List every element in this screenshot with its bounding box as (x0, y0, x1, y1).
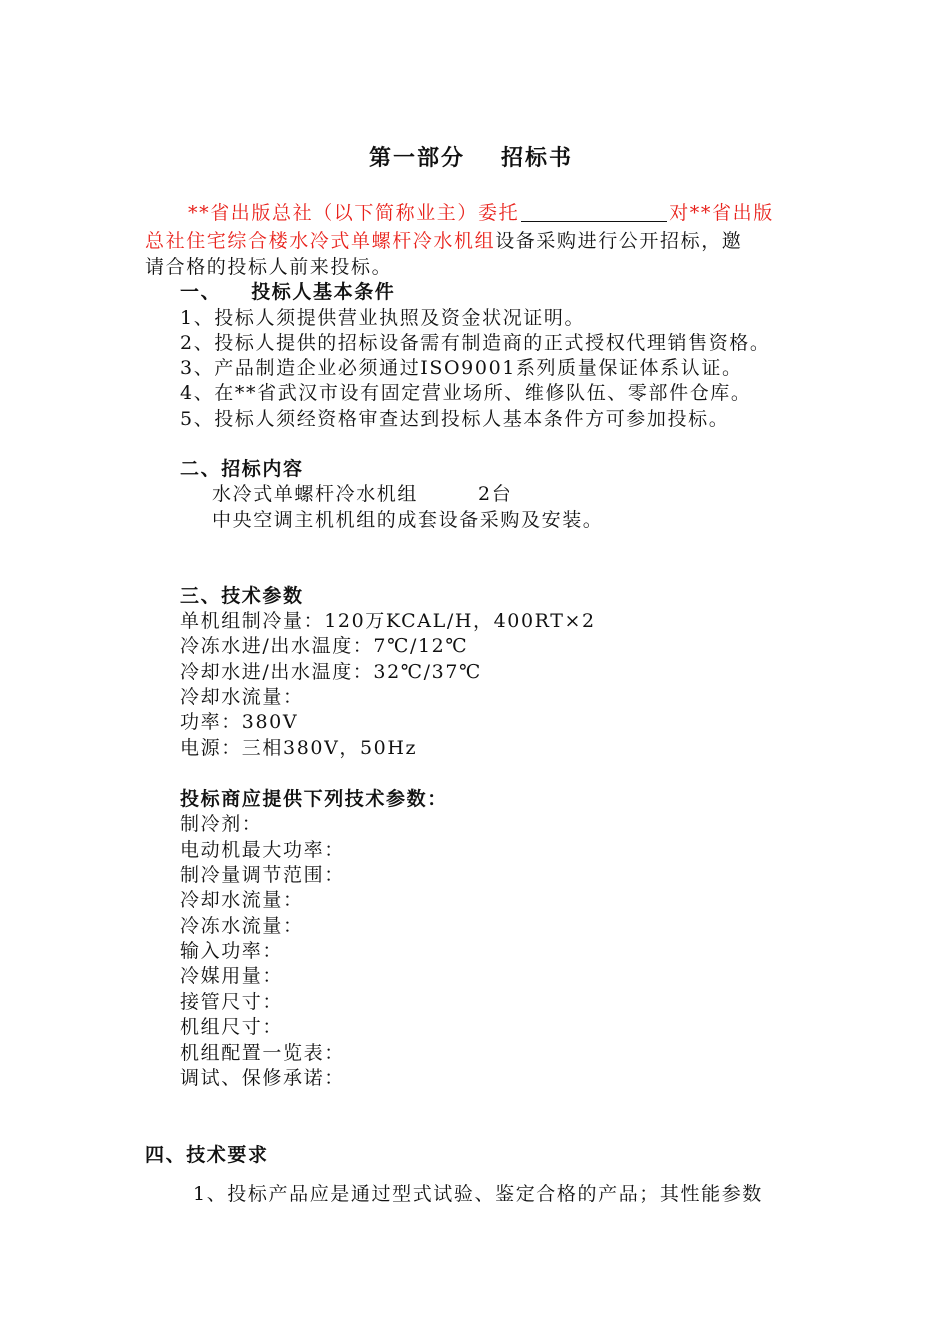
product-name: 水冷式单螺杆冷水机组 (212, 483, 419, 505)
bidder-item-refrigerant-amount: 冷媒用量： (180, 965, 284, 987)
section1-heading (180, 279, 395, 305)
intro-line-2 (145, 228, 742, 254)
section1-item-5: 5、投标人须经资格审查达到投标人基本条件方可参加投标。 (180, 408, 730, 430)
param-cooling-capacity: 单机组制冷量：120万KCAL/H，400RT×2 (180, 610, 596, 632)
bidder-item-refrigerant: 制冷剂： (180, 813, 263, 835)
bidder-item-cooling-flow: 冷却水流量： (180, 889, 304, 911)
section1-item-4: 4、在**省武汉市设有固定营业场所、维修队伍、零部件仓库。 (180, 382, 752, 404)
param-cooling-water-flow: 冷却水流量： (180, 686, 304, 708)
param-supply: 电源：三相380V，50Hz (180, 737, 418, 759)
intro-line-1 (188, 200, 774, 226)
section1-item-1: 1、投标人须提供营业执照及资金状况证明。 (180, 307, 586, 329)
bidder-item-pipe-size: 接管尺寸： (180, 991, 284, 1013)
section4-heading: 四、技术要求 (145, 1144, 269, 1166)
bidder-item-warranty: 调试、保修承诺： (180, 1067, 345, 1089)
section1-title: 投标人基本条件 (251, 281, 396, 303)
bidder-item-capacity-range: 制冷量调节范围： (180, 864, 345, 886)
section2-desc: 中央空调主机机组的成套设备采购及安装。 (212, 509, 604, 531)
section2-product-line (212, 481, 512, 507)
page-title (369, 145, 573, 171)
title-name: 招标书 (501, 145, 574, 171)
section2-heading: 二、招标内容 (180, 458, 304, 480)
client-text-2: 对**省出版 (669, 202, 774, 224)
param-chilled-water-temp: 冷冻水进/出水温度：7℃/12℃ (180, 635, 469, 657)
section3-heading: 三、技术参数 (180, 585, 304, 607)
bidder-item-motor-power: 电动机最大功率： (180, 839, 345, 861)
bidder-params-heading: 投标商应提供下列技术参数： (180, 788, 448, 810)
project-name: 总社住宅综合楼水冷式单螺杆冷水机组 (145, 230, 496, 252)
client-text: **省出版总社（以下简称业主）委托 (188, 202, 520, 224)
bidder-item-input-power: 输入功率： (180, 940, 284, 962)
section4-item-1: 1、投标产品应是通过型式试验、鉴定合格的产品；其性能参数 (193, 1183, 763, 1205)
bidder-item-chilled-flow: 冷冻水流量： (180, 915, 304, 937)
product-quantity: 2台 (478, 483, 513, 505)
bidder-item-config-list: 机组配置一览表： (180, 1042, 345, 1064)
bidder-item-unit-size: 机组尺寸： (180, 1016, 284, 1038)
param-power: 功率：380V (180, 711, 299, 733)
section1-item-2: 2、投标人提供的招标设备需有制造商的正式授权代理销售资格。 (180, 332, 771, 354)
agent-blank (521, 201, 667, 222)
title-part: 第一部分 (369, 145, 466, 171)
intro-text: 设备采购进行公开招标，邀 (495, 230, 743, 252)
section1-item-3: 3、产品制造企业必须通过ISO9001系列质量保证体系认证。 (180, 357, 743, 379)
param-cooling-water-temp: 冷却水进/出水温度：32℃/37℃ (180, 661, 482, 683)
intro-line-3: 请合格的投标人前来投标。 (145, 256, 393, 278)
section1-number: 一、 (180, 281, 222, 303)
